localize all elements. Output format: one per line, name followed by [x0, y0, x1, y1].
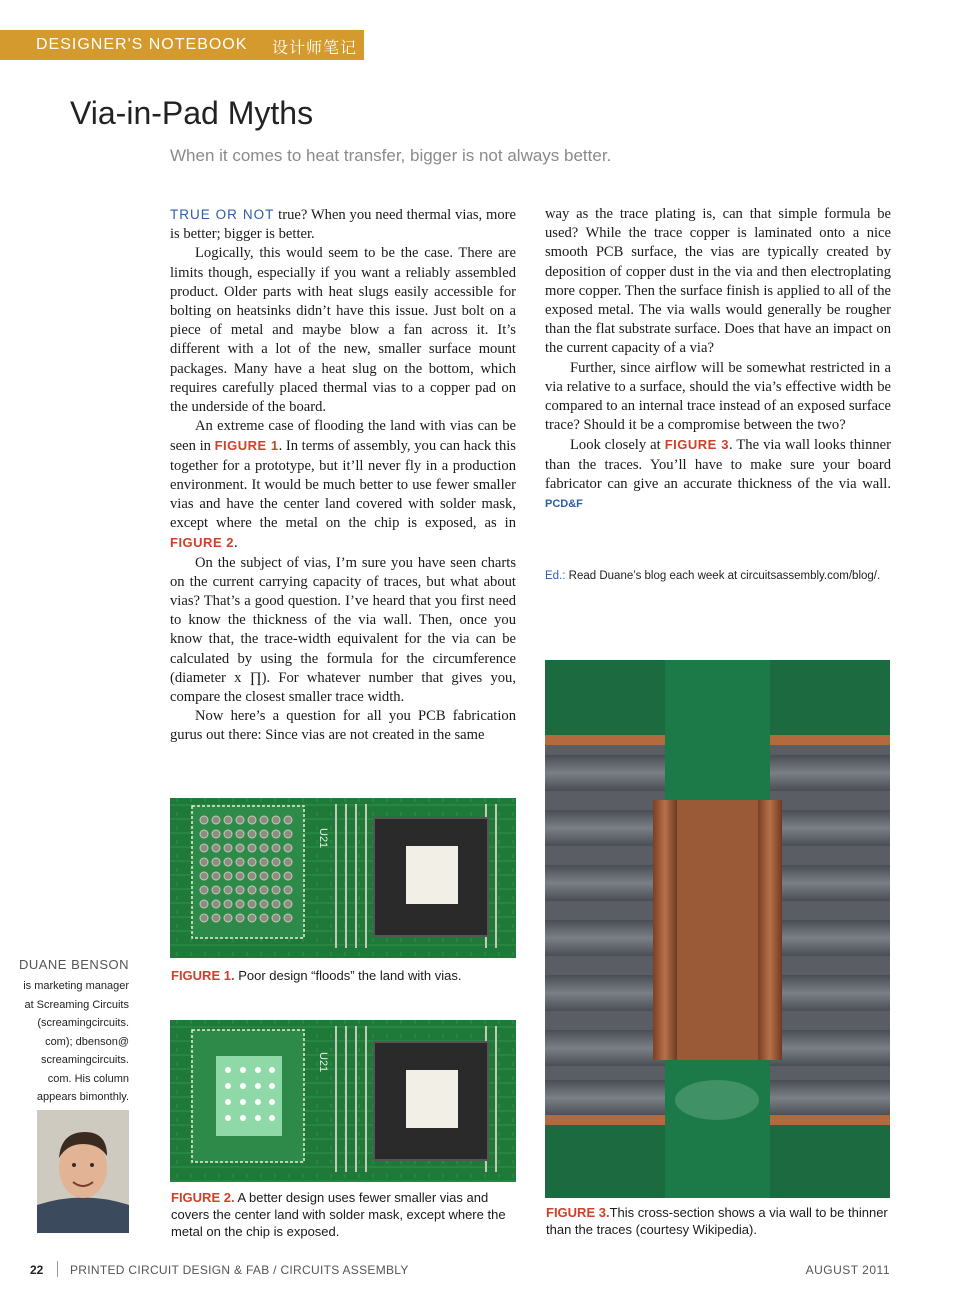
- editor-note-label: Ed.:: [545, 570, 566, 582]
- article-subtitle: When it comes to heat transfer, bigger is not always better.: [170, 146, 612, 165]
- end-mark: PCD&F: [545, 498, 583, 511]
- figure-3-label: FIGURE 3.: [546, 1205, 610, 1220]
- figure-1-photo: [170, 798, 516, 958]
- paragraph-8: Look closely at FIGURE 3. The via wall looks thinner than the traces. You’ll have to make sure your board fabricator can give an accurate thickness of the via wall. PCD&F: [545, 437, 891, 511]
- article-column-2: [545, 205, 891, 550]
- figure-3-reference: FIGURE 3: [664, 437, 729, 453]
- paragraph-3: An extreme case of flooding the land with vias can be seen in FIGURE 1. In terms of assembly, you can hack this together for a prototype, but it’ll never fly in a production environment. It would be much better to use fewer smaller vias and have the center land covered with solder mask, except where the metal on the chip is exposed, as in FIGURE 2.: [170, 418, 516, 552]
- silkscreen-label: U21: [317, 828, 329, 849]
- figure-2-reference: FIGURE 2: [170, 535, 234, 551]
- article-column-1: [170, 205, 516, 765]
- paragraph-7: Further, since airflow will be somewhat restricted in a via relative to a surface, should the via’s effective width be compared to an internal trace instead of an exposed surface trace? Should it be a compromise between the two?: [545, 359, 891, 434]
- issue-date: AUGUST 2011: [805, 1263, 890, 1277]
- section-title-en: DESIGNER'S NOTEBOOK: [36, 36, 248, 53]
- figure-1-caption: FIGURE 1. Poor design “floods” the land with vias.: [171, 968, 462, 983]
- figure-1-label: FIGURE 1.: [171, 968, 235, 983]
- paragraph-1: TRUE OR NOT true? When you need thermal vias, more is better; bigger is better.: [170, 207, 516, 243]
- author-photo: [37, 1110, 129, 1233]
- publication-name: PRINTED CIRCUIT DESIGN & FAB / CIRCUITS ASSEMBLY: [70, 1263, 409, 1277]
- lead-in: TRUE OR NOT: [170, 207, 275, 222]
- author-name: DUANE BENSON: [18, 957, 129, 972]
- figure-2-label: FIGURE 2.: [171, 1190, 235, 1205]
- footer-divider: [57, 1261, 58, 1277]
- figure-2-photo: [170, 1020, 516, 1182]
- paragraph-5: Now here’s a question for all you PCB fabrication gurus out there: Since vias are not created in the same: [170, 708, 516, 744]
- author-bio: is marketing manager at Screaming Circuits (screamingcircuits. com); dbenson@ screamingcircuits. com. His column appears bimonthly.: [23, 980, 129, 1103]
- via-cross-section-image: [545, 660, 890, 1198]
- page-number: 22: [30, 1263, 44, 1277]
- figure-3-caption: FIGURE 3.This cross-section shows a via wall to be thinner than the traces (courtesy Wikipedia).: [546, 1205, 888, 1237]
- author-portrait-image: [37, 1110, 129, 1233]
- figure-3-photo: [545, 660, 890, 1198]
- section-title-cn: 设计师笔记: [272, 38, 358, 57]
- figure-1-reference: FIGURE 1: [214, 438, 279, 454]
- pcb-fewer-vias-image: [170, 1020, 516, 1182]
- paragraph-6: way as the trace plating is, can that simple formula be used? While the trace copper is laminated onto a nice smooth PCB surface, the vias are typically created by deposition of copper dust in the via and then electroplating more copper. Then the surface finish is applied to all of the exposed metal. The via walls would generally be rougher than the flat substrate surface. Does that have an impact on the current capacity of a via?: [545, 206, 891, 357]
- article-title: Via-in-Pad Myths: [70, 95, 314, 131]
- figure-2-caption: FIGURE 2. A better design uses fewer smaller vias and covers the center land with solder mask, except where the metal on the chip is exposed.: [171, 1190, 506, 1239]
- pcb-flooded-vias-image: [170, 798, 516, 958]
- silkscreen-label: U21: [317, 1052, 329, 1073]
- editor-note: Ed.: Read Duane’s blog each week at circuitsassembly.com/blog/.: [545, 570, 881, 582]
- section-banner: [0, 30, 364, 60]
- paragraph-4: On the subject of vias, I’m sure you have seen charts on the current carrying capacity of traces, but what about vias? That’s a good question. I’ve heard that you first need to know the thickness of the via wall. Then, once you know that, the trace-width equivalent for the via can be calculated by using the formula for the circumference (diameter x ∏). For whatever number that gives you, compare the closest smaller trace width.: [170, 554, 516, 706]
- paragraph-2: Logically, this would seem to be the case. There are limits though, especially if you want a reliably assembled product. Older parts with heat slugs easily accessible for bolting on heatsinks didn’t have this issue. Just bolt on a piece of metal and maybe blow a fan across it. It’s different with a lot of the new, smaller surface mount packages. Many have a heat slug on the bottom, which requires carefully placed thermal vias to a copper pad on the underside of the board.: [170, 245, 516, 416]
